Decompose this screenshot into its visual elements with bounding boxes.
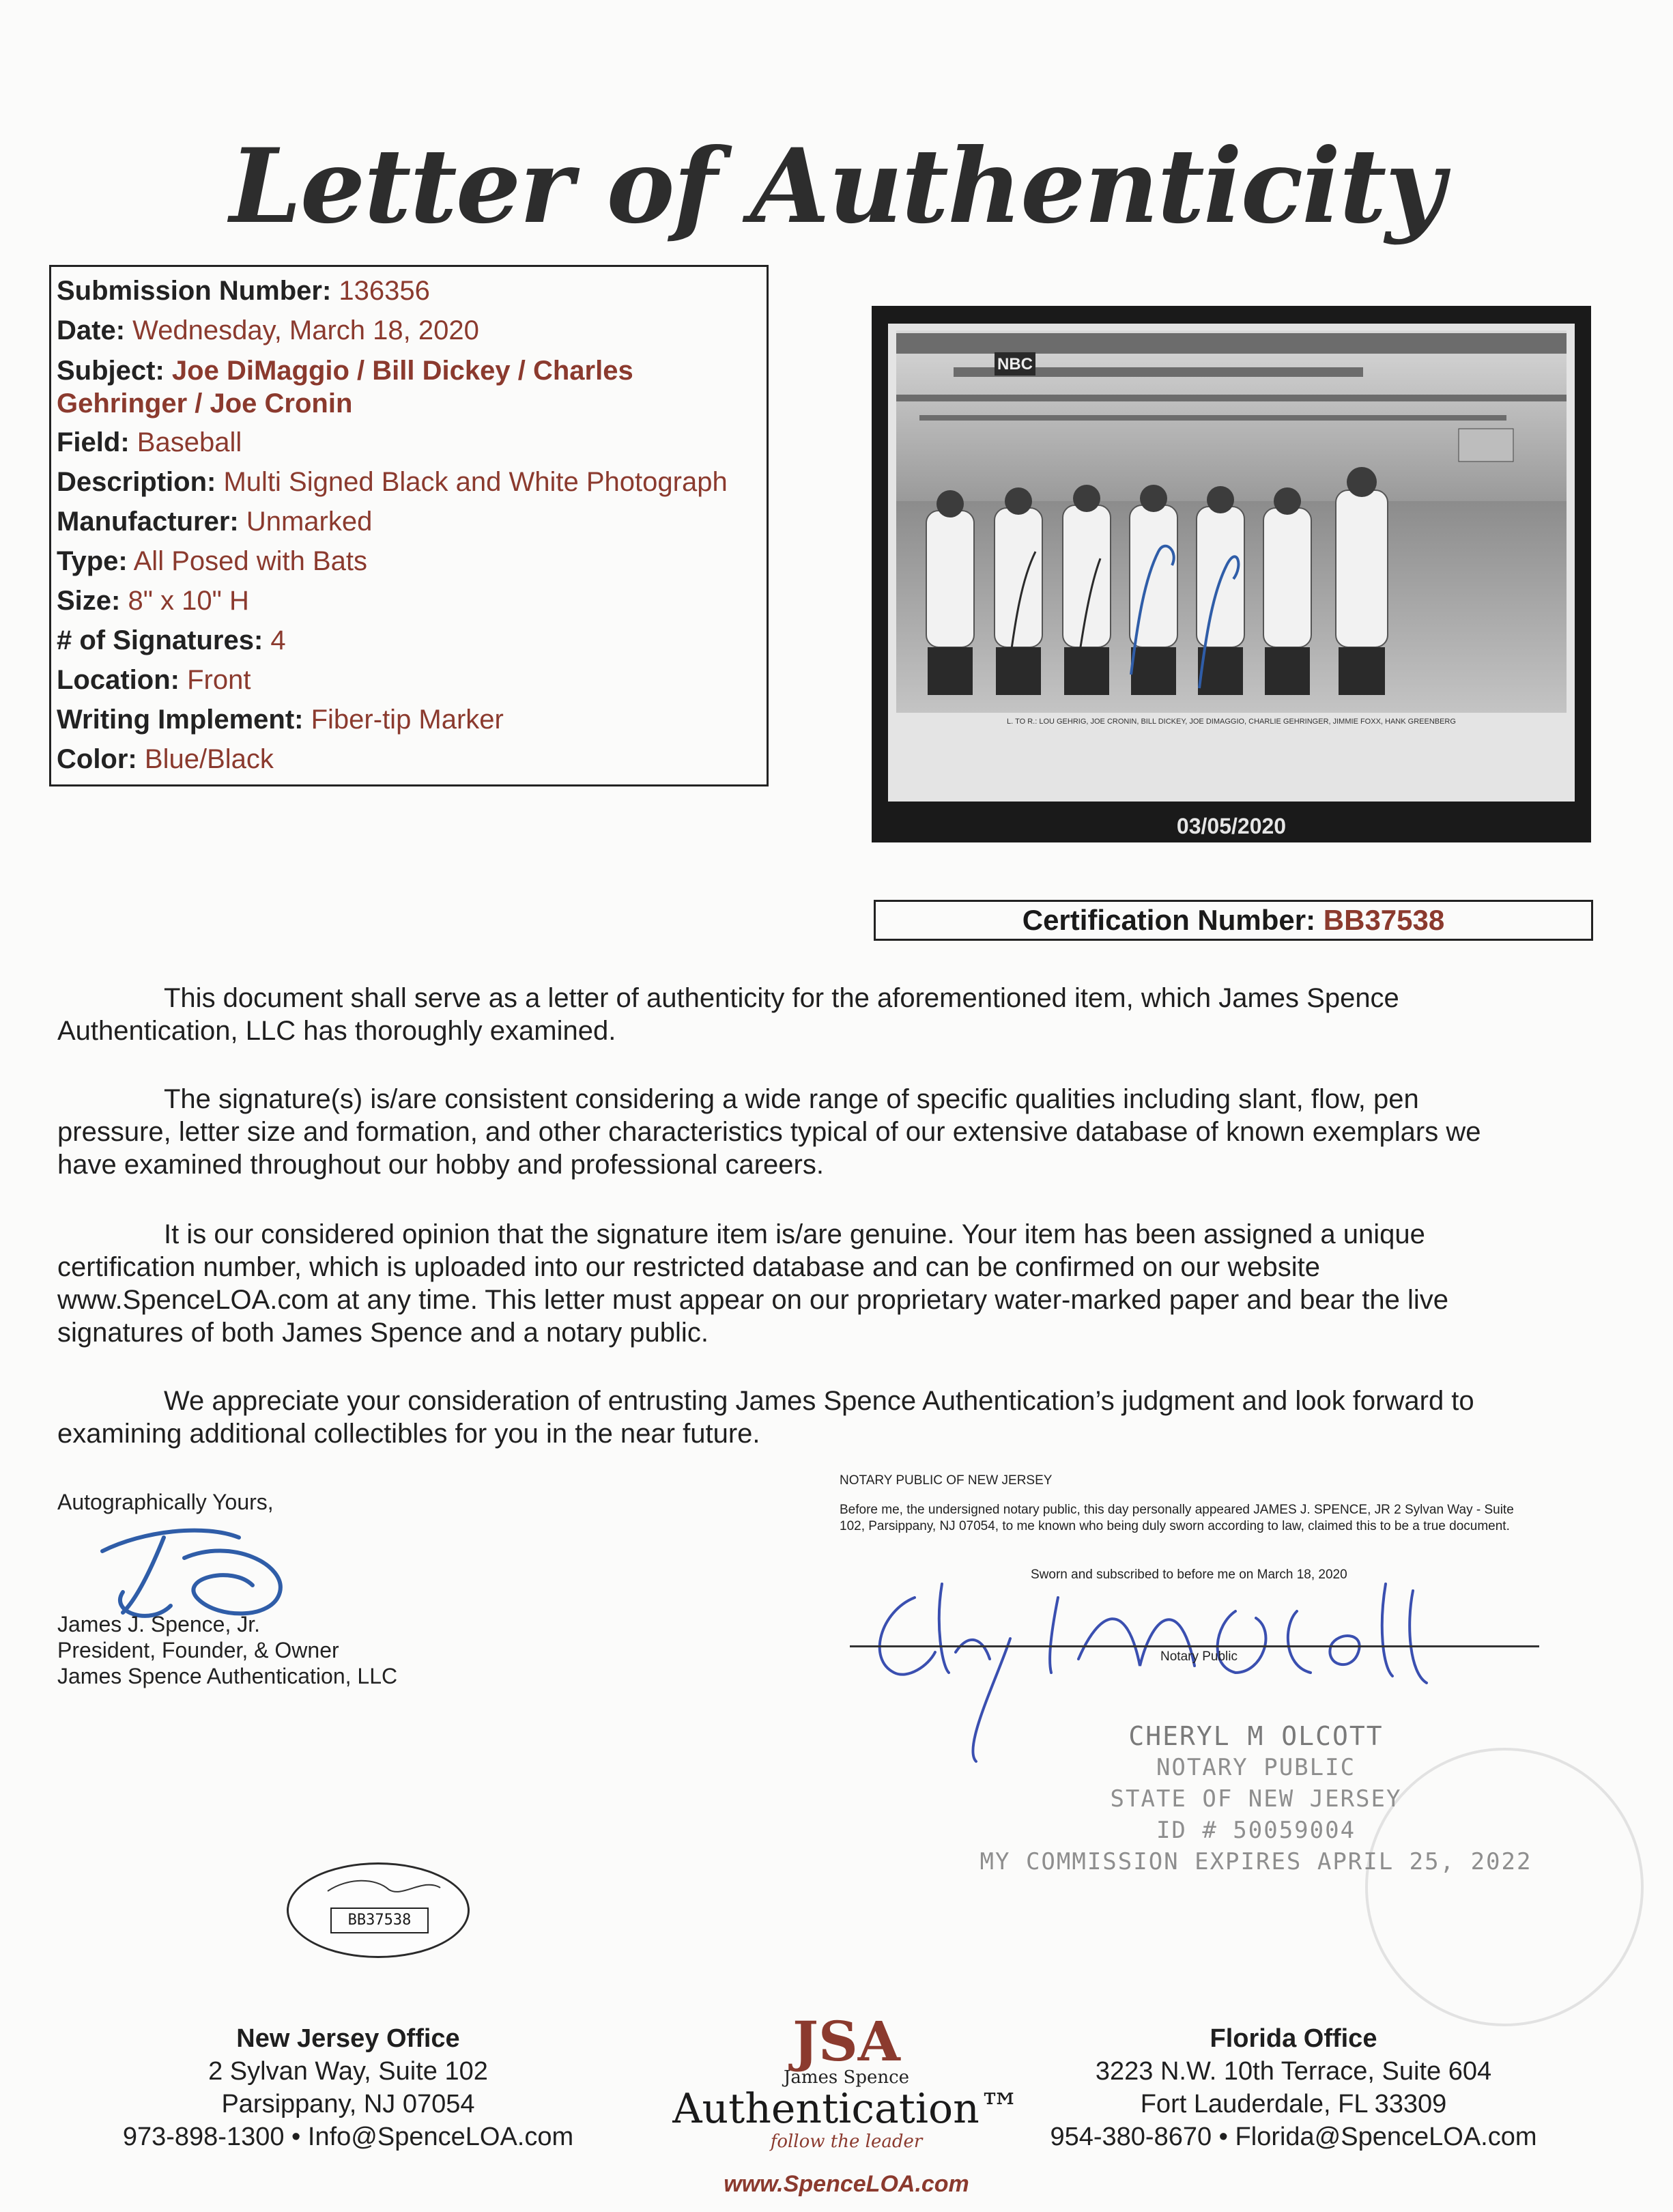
logo-subtitle: James Spence [783, 2067, 910, 2088]
detail-value: 136356 [339, 276, 430, 306]
photo-caption: L. TO R.: LOU GEHRIG, JOE CRONIN, BILL DICKEY, JOE DIMAGGIO, CHARLIE GEHRINGER, JIMMIE FOXX, HANK GREENBERG [1007, 718, 1456, 726]
notary-heading: NOTARY PUBLIC OF NEW JERSEY [840, 1473, 1053, 1488]
notary-stamp [969, 1720, 1543, 1877]
detail-signatures [57, 621, 767, 660]
detail-subject [57, 354, 767, 420]
detail-label: Subject: [57, 356, 165, 386]
detail-label: Submission Number: [57, 276, 332, 306]
logo-tagline: follow the leader [770, 2131, 923, 2152]
detail-value: Baseball [137, 427, 242, 457]
stadium-banner: NBC [997, 355, 1033, 373]
detail-label: Description: [57, 467, 216, 497]
spence-signature [82, 1510, 307, 1626]
detail-label: Location: [57, 665, 180, 695]
stamp-title: NOTARY PUBLIC [1156, 1754, 1356, 1781]
detail-value: 4 [270, 625, 286, 655]
detail-value: Wednesday, March 18, 2020 [132, 315, 479, 345]
detail-value: All Posed with Bats [133, 546, 368, 576]
paragraph-text: It is our considered opinion that the signature item is/are genuine. Your item has been assigned a unique certification number, which is uploaded into our restricted database and can be confirmed on our website www.SpenceLOA.com at any time. This letter must appear on our proprietary water-marked paper and bear the live signatures of both James Spence and a notary public. [57, 1219, 1449, 1348]
detail-value: Multi Signed Black and White Photograph [223, 467, 728, 497]
logo-website: www.SpenceLOA.com [724, 2171, 969, 2197]
certification-number: BB37538 [1323, 904, 1445, 936]
detail-label: Writing Implement: [57, 705, 304, 735]
fl-office-heading: Florida Office [1210, 2024, 1377, 2053]
paragraph-2 [57, 1083, 1539, 1181]
photo-date-stamp: 03/05/2020 [1176, 814, 1287, 838]
stamp-name: CHERYL M OLCOTT [1128, 1721, 1384, 1751]
paragraph-text: This document shall serve as a letter of authenticity for the aforementioned item, which James Spence Authentication, LLC has thoroughly examined. [57, 983, 1399, 1046]
detail-value: 8" x 10" H [128, 586, 249, 616]
nj-office-heading: New Jersey Office [236, 2024, 460, 2053]
stamp-id: ID # 50059004 [1156, 1817, 1356, 1844]
nj-office-line1: 2 Sylvan Way, Suite 102 [208, 2057, 488, 2086]
page-title: Letter of Authenticity [229, 126, 1444, 246]
certification-label: Certification Number: [1022, 904, 1316, 936]
detail-location [57, 660, 767, 700]
fl-office-contact: 954-380-8670 • Florida@SpenceLOA.com [1050, 2123, 1537, 2151]
detail-value: Joe DiMaggio / Bill Dickey / Charles Gehringer / Joe Cronin [57, 356, 633, 419]
notary-sworn: Sworn and subscribed to before me on March 18, 2020 [1031, 1568, 1347, 1582]
fl-office-line2: Fort Lauderdale, FL 33309 [1140, 2090, 1447, 2118]
detail-description [57, 462, 767, 502]
photo-image [872, 306, 1591, 842]
paragraph-text: We appreciate your consideration of entrusting James Spence Authentication’s judgment and look forward to examining additional collectibles for you in the near future. [57, 1386, 1474, 1449]
detail-label: Type: [57, 546, 128, 576]
detail-manufacturer [57, 502, 767, 541]
notary-signature-line [850, 1645, 1539, 1647]
paragraph-3 [57, 1218, 1539, 1349]
logo-jsa: JSA [792, 2009, 900, 2073]
nj-office-contact: 973-898-1300 • Info@SpenceLOA.com [122, 2123, 574, 2151]
stamp-state: STATE OF NEW JERSEY [1110, 1785, 1402, 1813]
signer-name: James J. Spence, Jr. [57, 1612, 261, 1636]
detail-label: Field: [57, 427, 130, 457]
signer-company: James Spence Authentication, LLC [57, 1664, 398, 1688]
closing-line: Autographically Yours, [57, 1490, 274, 1514]
signer-role: President, Founder, & Owner [57, 1638, 339, 1662]
fl-office-line1: 3223 N.W. 10th Terrace, Suite 604 [1095, 2057, 1492, 2086]
signer-details [57, 1611, 397, 1689]
fl-office [997, 2022, 1590, 2153]
detail-value: Unmarked [246, 507, 373, 537]
nj-office-line2: Parsippany, NJ 07054 [221, 2090, 475, 2118]
paragraph-text: The signature(s) is/are consistent considering a wide range of specific qualities including slant, flow, pen pressure, letter size and formation, and other characteristics typical of our extensive database of known exemplars we have examined throughout our hobby and professional careers. [57, 1084, 1481, 1180]
detail-submission [57, 271, 767, 311]
detail-date [57, 311, 767, 350]
detail-label: # of Signatures: [57, 625, 263, 655]
certification-box [874, 900, 1593, 941]
detail-label: Color: [57, 744, 137, 774]
detail-label: Date: [57, 315, 126, 345]
item-photograph [872, 306, 1591, 842]
jsa-logo [655, 2009, 1038, 2198]
notary-line-label: Notary Public [1160, 1649, 1238, 1664]
logo-authentication: Authentication™ [672, 2085, 1020, 2133]
detail-label: Size: [57, 586, 121, 616]
detail-color [57, 739, 767, 779]
paragraph-1 [57, 982, 1539, 1047]
notary-statement: Before me, the undersigned notary public, this day personally appeared JAMES J. SPENCE, JR 2 Sylvan Way - Suite 102, Parsippany, NJ 07054, to me known who being duly sworn according to law, claimed this to be a true document. [840, 1503, 1514, 1533]
stamp-commission: MY COMMISSION EXPIRES APRIL 25, 2022 [980, 1848, 1532, 1875]
paragraph-4 [57, 1385, 1539, 1450]
details-box [49, 265, 769, 786]
detail-implement [57, 700, 767, 739]
detail-field [57, 423, 767, 462]
detail-size [57, 581, 767, 621]
detail-value: Front [187, 665, 251, 695]
detail-type [57, 541, 767, 581]
detail-label: Manufacturer: [57, 507, 239, 537]
nj-office [68, 2022, 628, 2153]
detail-value: Blue/Black [144, 744, 274, 774]
detail-value: Fiber-tip Marker [311, 705, 504, 735]
hologram-signature-icon [314, 1871, 451, 1905]
hologram-number: BB37538 [330, 1908, 429, 1933]
